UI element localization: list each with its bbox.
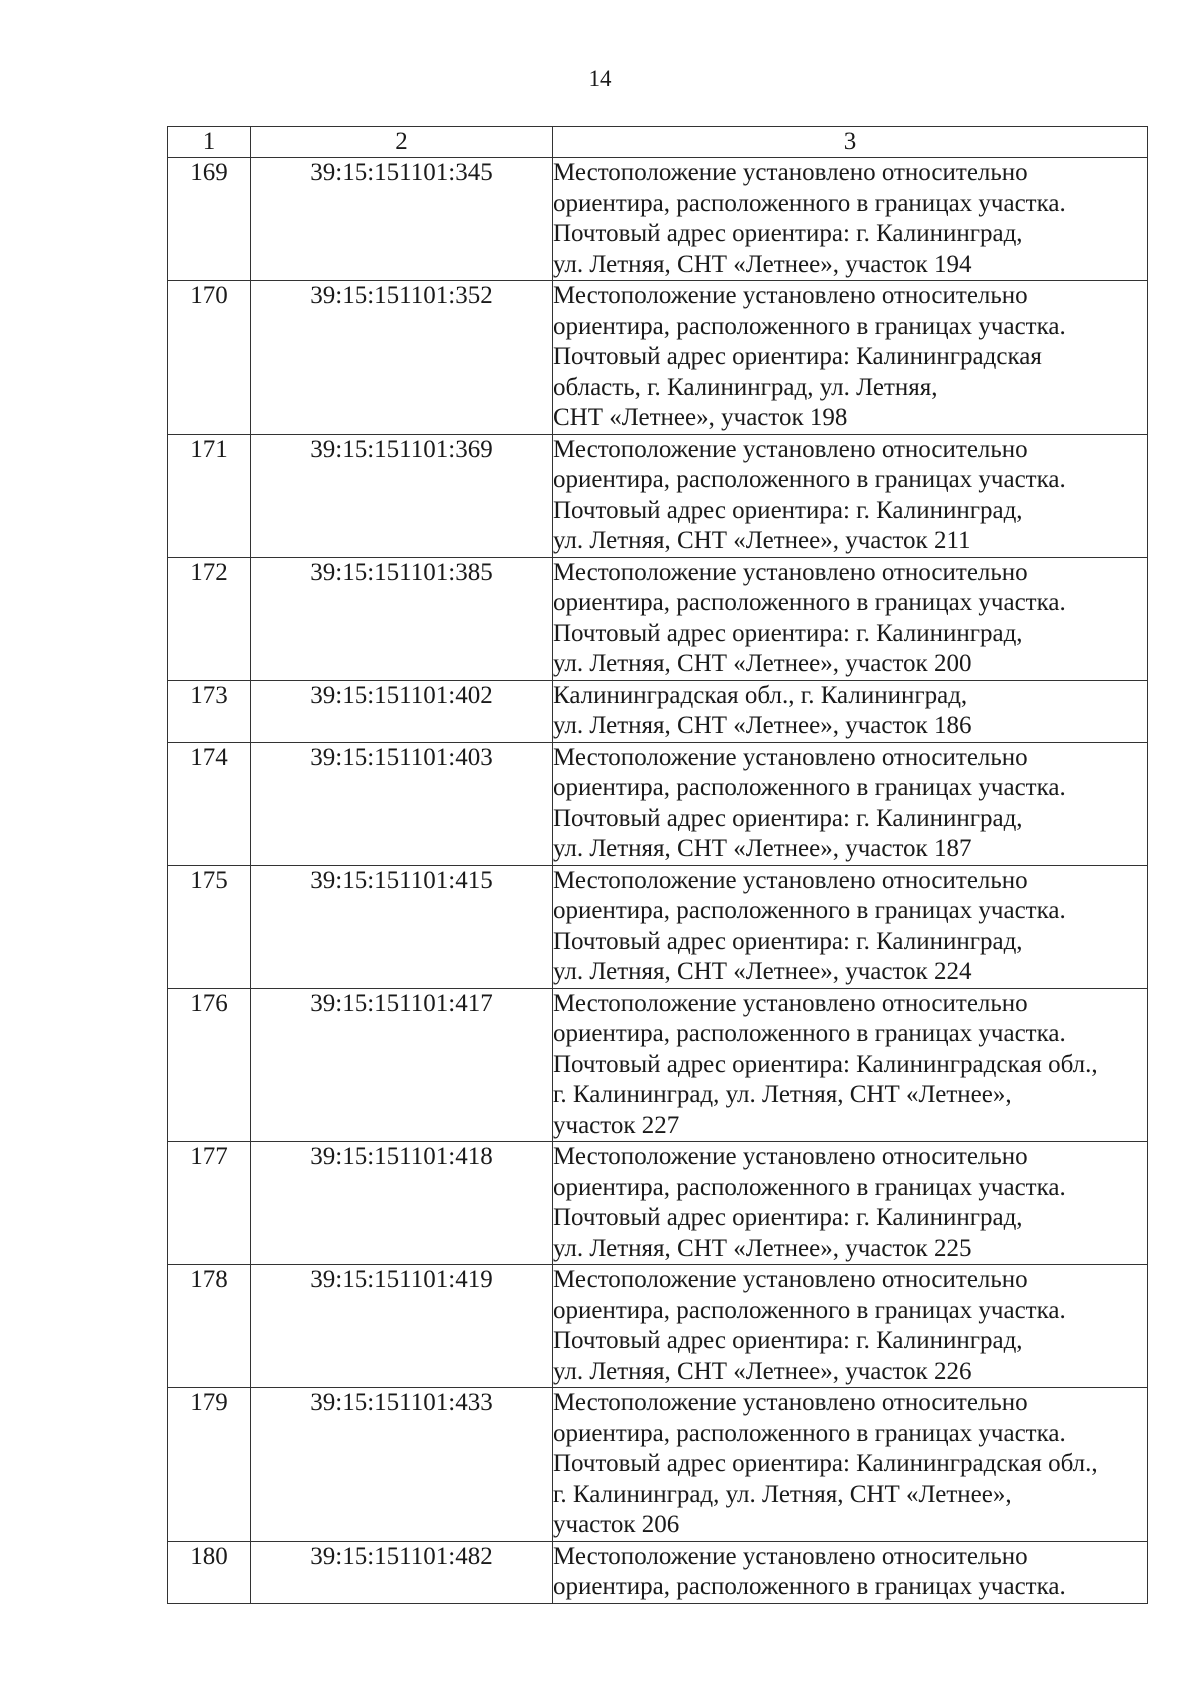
- table-row: [168, 1265, 1148, 1388]
- location-line: ул. Летняя, СНТ «Летнее», участок 225: [553, 1234, 972, 1262]
- land-plot-table: [167, 126, 1148, 1604]
- location-line: Почтовый адрес ориентира: Калининградская обл.,: [553, 1050, 1098, 1078]
- table-row: [168, 1388, 1148, 1542]
- location-line: ул. Летняя, СНТ «Летнее», участок 194: [553, 250, 972, 278]
- location-line: ориентира, расположенного в границах участка.: [553, 1419, 1066, 1447]
- table-row: [168, 1142, 1148, 1265]
- location-line: Местоположение установлено относительно: [553, 159, 1028, 186]
- table-row: [168, 865, 1148, 988]
- location-line: Почтовый адрес ориентира: г. Калининград,: [553, 1327, 1023, 1354]
- row-number-cell: 179: [168, 1388, 251, 1542]
- location-line: ориентира, расположенного в границах участка.: [553, 312, 1066, 340]
- location-line: Местоположение установлено относительно: [553, 1266, 1028, 1293]
- column-header-location: 3: [553, 127, 1148, 158]
- location-line: Местоположение установлено относительно: [553, 1143, 1028, 1170]
- location-line: ул. Летняя, СНТ «Летнее», участок 200: [553, 650, 972, 677]
- location-line: ул. Летняя, СНТ «Летнее», участок 187: [553, 835, 972, 862]
- cadastral-number-cell: 39:15:151101:403: [251, 742, 553, 865]
- location-line: Почтовый адрес ориентира: г. Калининград,: [553, 220, 1023, 247]
- row-number-cell: 177: [168, 1142, 251, 1265]
- table-row: [168, 158, 1148, 281]
- column-header-number: 1: [168, 127, 251, 158]
- table-row: [168, 1541, 1148, 1603]
- location-line: Местоположение установлено относительно: [553, 989, 1028, 1017]
- location-line: ул. Летняя, СНТ «Летнее», участок 211: [553, 527, 971, 554]
- location-cell: [553, 1265, 1148, 1388]
- column-header-cadastral: 2: [251, 127, 553, 158]
- location-line: ориентира, расположенного в границах участка.: [553, 189, 1066, 217]
- location-line: Местоположение установлено относительно: [553, 866, 1028, 894]
- location-line: СНТ «Летнее», участок 198: [553, 404, 848, 431]
- location-line: ориентира, расположенного в границах участка.: [553, 897, 1066, 924]
- row-number-cell: 174: [168, 742, 251, 865]
- table-row: [168, 742, 1148, 865]
- location-line: ул. Летняя, СНТ «Летнее», участок 186: [553, 712, 972, 739]
- row-number-cell: 180: [168, 1541, 251, 1603]
- cadastral-number-cell: 39:15:151101:402: [251, 680, 553, 742]
- row-number-cell: 169: [168, 158, 251, 281]
- location-cell: [553, 1388, 1148, 1542]
- cadastral-number-cell: 39:15:151101:419: [251, 1265, 553, 1388]
- location-line: Местоположение установлено относительно: [553, 1389, 1028, 1416]
- table-row: [168, 680, 1148, 742]
- location-line: ул. Летняя, СНТ «Летнее», участок 226: [553, 1357, 972, 1385]
- table-row: [168, 988, 1148, 1142]
- row-number-cell: 178: [168, 1265, 251, 1388]
- location-line: ориентира, расположенного в границах участка.: [553, 1173, 1066, 1201]
- location-line: Почтовый адрес ориентира: г. Калининград,: [553, 927, 1023, 955]
- table-row: [168, 434, 1148, 557]
- table-row: [168, 281, 1148, 435]
- cadastral-number-cell: 39:15:151101:369: [251, 434, 553, 557]
- location-line: Местоположение установлено относительно: [553, 435, 1028, 463]
- location-line: Почтовый адрес ориентира: г. Калининград,: [553, 804, 1023, 832]
- location-line: ориентира, расположенного в границах участка.: [553, 774, 1066, 801]
- page-number: 14: [588, 66, 612, 91]
- location-cell: [553, 281, 1148, 435]
- location-line: ориентира, расположенного в границах участка.: [553, 1573, 1066, 1600]
- cadastral-number-cell: 39:15:151101:482: [251, 1541, 553, 1603]
- row-number-cell: 171: [168, 434, 251, 557]
- cadastral-number-cell: 39:15:151101:385: [251, 557, 553, 680]
- cadastral-number-cell: 39:15:151101:417: [251, 988, 553, 1142]
- location-line: г. Калининград, ул. Летняя, СНТ «Летнее»,: [553, 1480, 1012, 1508]
- location-cell: [553, 1142, 1148, 1265]
- row-number-cell: 175: [168, 865, 251, 988]
- location-line: участок 227: [553, 1111, 680, 1139]
- location-line: Почтовый адрес ориентира: г. Калининград,: [553, 1204, 1023, 1231]
- location-line: Почтовый адрес ориентира: Калининградская: [553, 343, 1042, 370]
- cadastral-number-cell: 39:15:151101:433: [251, 1388, 553, 1542]
- location-line: г. Калининград, ул. Летняя, СНТ «Летнее»,: [553, 1081, 1012, 1108]
- location-cell: [553, 988, 1148, 1142]
- location-line: ул. Летняя, СНТ «Летнее», участок 224: [553, 958, 972, 985]
- table-header-row: [168, 127, 1148, 158]
- location-line: ориентира, расположенного в границах участка.: [553, 1296, 1066, 1324]
- cadastral-number-cell: 39:15:151101:418: [251, 1142, 553, 1265]
- cadastral-number-cell: 39:15:151101:352: [251, 281, 553, 435]
- cadastral-number-cell: 39:15:151101:345: [251, 158, 553, 281]
- table-row: [168, 557, 1148, 680]
- location-line: Местоположение установлено относительно: [553, 558, 1028, 586]
- location-line: Местоположение установлено относительно: [553, 1542, 1028, 1570]
- location-cell: [553, 742, 1148, 865]
- location-cell: [553, 158, 1148, 281]
- location-cell: [553, 865, 1148, 988]
- location-cell: [553, 1541, 1148, 1603]
- location-line: Калининградская обл., г. Калининград,: [553, 681, 968, 709]
- row-number-cell: 173: [168, 680, 251, 742]
- location-line: Почтовый адрес ориентира: Калининградская обл.,: [553, 1450, 1098, 1477]
- location-cell: [553, 557, 1148, 680]
- location-cell: [553, 680, 1148, 742]
- location-line: ориентира, расположенного в границах участка.: [553, 466, 1066, 493]
- row-number-cell: 172: [168, 557, 251, 680]
- location-line: Почтовый адрес ориентира: г. Калининград,: [553, 496, 1023, 524]
- location-line: Местоположение установлено относительно: [553, 282, 1028, 309]
- row-number-cell: 176: [168, 988, 251, 1142]
- location-cell: [553, 434, 1148, 557]
- location-line: Почтовый адрес ориентира: г. Калининград,: [553, 619, 1023, 647]
- location-line: участок 206: [553, 1511, 680, 1538]
- cadastral-number-cell: 39:15:151101:415: [251, 865, 553, 988]
- location-line: ориентира, расположенного в границах участка.: [553, 589, 1066, 616]
- location-line: область, г. Калининград, ул. Летняя,: [553, 373, 938, 401]
- row-number-cell: 170: [168, 281, 251, 435]
- location-line: Местоположение установлено относительно: [553, 743, 1028, 771]
- location-line: ориентира, расположенного в границах участка.: [553, 1020, 1066, 1047]
